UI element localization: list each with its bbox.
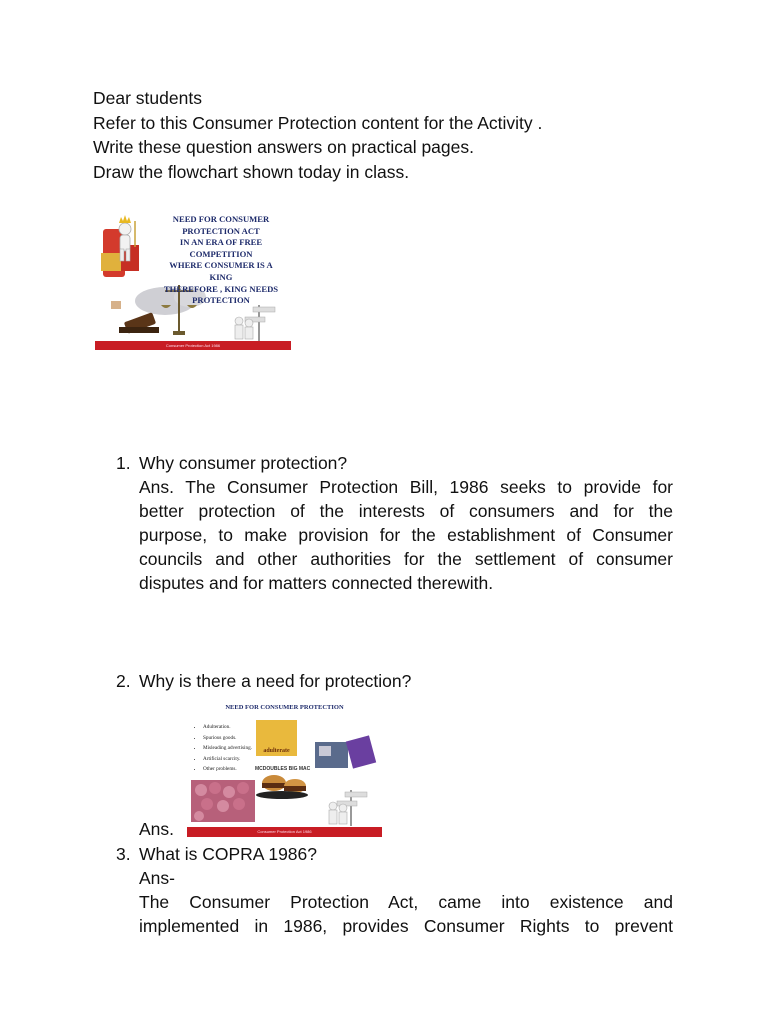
greeting: Dear students: [93, 88, 202, 108]
instruction-line: Draw the flowchart shown today in class.: [93, 161, 410, 182]
answer-2-label: Ans.: [139, 819, 175, 839]
question-1: Why consumer protection?: [139, 453, 348, 473]
slide-heading: NEED FOR CONSUMER PROTECTION ACT IN AN ERA OF FREE COMPETITION WHERE CONSUMER IS A KING THEREFORE , KING NEEDS PROTECTION: [163, 214, 279, 306]
slide-footer-bar: Consumer Protection Act 1986: [187, 827, 382, 837]
list-number: 2.: [116, 671, 131, 691]
consumer-king-slide: [95, 209, 291, 350]
answer-3: The Consumer Protection Act, came into existence and implemented in 1986, provides Consumer Rights to prevent: [139, 892, 673, 936]
slide-footer-bar: Consumer Protection Act 1986: [95, 341, 291, 350]
instruction-line: Write these question answers on practical pages.: [93, 137, 474, 157]
answer-3-label: Ans-: [139, 868, 175, 888]
slide-title: NEED FOR CONSUMER PROTECTION: [225, 704, 344, 711]
slide-bullets: • Adulteration. • Spurious goods. • Misleading advertising. • Artificial scarcity. • Other problems.: [191, 722, 252, 775]
instruction-line: Refer to this Consumer Protection content for the Activity .: [93, 112, 543, 133]
question-2: Why is there a need for protection?: [139, 671, 412, 691]
burger-label: MCDOUBLES BIG MAC: [255, 766, 311, 772]
adulterate-poster: adulterate: [256, 720, 297, 756]
intro-text: [93, 86, 542, 184]
list-number: 3.: [116, 844, 131, 864]
need-for-protection-slide: [187, 700, 382, 837]
list-number: 1.: [116, 453, 131, 473]
answer-1: Ans. The Consumer Protection Bill, 1986 seeks to provide for better protection of the interests of consumers and for the purpose, to make provision for the establishment of Consumer councils and other authorities for the settlement of consumer disputes and for matters connected therewith.: [139, 477, 673, 593]
question-3: What is COPRA 1986?: [139, 844, 317, 864]
